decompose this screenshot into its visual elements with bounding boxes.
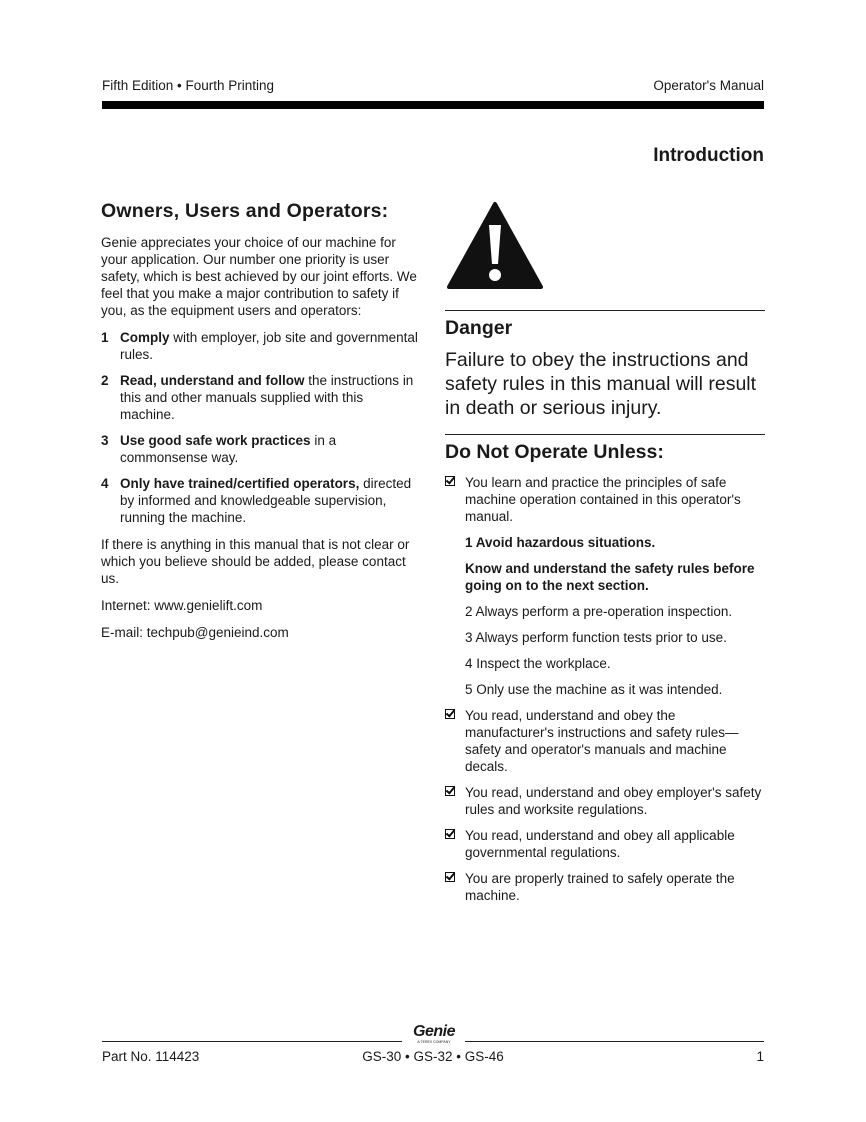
checkbox-checked-icon (445, 709, 455, 719)
intro-paragraph: Genie appreciates your choice of our machine for your application. Our number one priority is user safety, which is best achieved by our joint efforts. We feel that you make a major contribution to safety if you, as the equipment users and operators: (101, 235, 417, 318)
checklist-item: You are properly trained to safely operate the machine. (445, 870, 765, 904)
checklist-item: You read, understand and obey the manufacturer's instructions and safety rules—safety and operator's manuals and machine decals. (445, 707, 765, 775)
checkbox-checked-icon (445, 786, 455, 796)
right-column (445, 200, 765, 913)
footer-rule-left (102, 1041, 402, 1042)
section-title: Introduction (653, 145, 764, 166)
operator-duties-list (101, 329, 419, 526)
header-manual-title: Operator's Manual (653, 78, 764, 93)
checklist-item: You learn and practice the principles of safe machine operation contained in this operator's manual. (445, 474, 765, 525)
divider (445, 434, 765, 435)
checkbox-checked-icon (445, 829, 455, 839)
sub-item: Know and understand the safety rules before going on to the next section. (465, 561, 755, 593)
header-rule (102, 101, 764, 109)
checkbox-checked-icon (445, 476, 455, 486)
left-column (101, 200, 419, 651)
do-not-operate-heading: Do Not Operate Unless: (445, 441, 664, 463)
danger-text: Failure to obey the instructions and safety rules in this manual will result in death or serious injury. (445, 349, 757, 419)
sub-item: 3 Always perform function tests prior to use. (465, 630, 727, 645)
footer-models: GS-30 • GS-32 • GS-46 (362, 1049, 504, 1064)
sub-item: 1 Avoid hazardous situations. (465, 535, 656, 550)
footer-rule-right (465, 1041, 764, 1042)
email-link[interactable]: E-mail: techpub@genieind.com (101, 625, 289, 640)
list-item: 4 Only have trained/certified operators, directed by informed and knowledgeable supervision, running the machine. (101, 476, 412, 525)
divider (445, 310, 765, 311)
checkbox-checked-icon (445, 872, 455, 882)
danger-heading: Danger (445, 317, 513, 339)
header-edition: Fifth Edition • Fourth Printing (102, 78, 275, 93)
footer-part-number: Part No. 114423 (102, 1049, 200, 1064)
contact-note: If there is anything in this manual that is not clear or which you believe should be added, please contact us. (101, 537, 410, 586)
sub-item: 4 Inspect the workplace. (465, 656, 611, 671)
sub-item: 5 Only use the machine as it was intended. (465, 682, 723, 697)
genie-logo: Genie A TEREX COMPANY (413, 1023, 455, 1044)
sub-item: 2 Always perform a pre-operation inspection. (465, 604, 733, 619)
owners-heading: Owners, Users and Operators: (101, 200, 389, 222)
list-item: 1 Comply with employer, job site and governmental rules. (101, 330, 418, 362)
internet-link[interactable]: Internet: www.genielift.com (101, 598, 263, 613)
checklist-item: You read, understand and obey employer's safety rules and worksite regulations. (445, 784, 765, 818)
list-item: 2 Read, understand and follow the instructions in this and other manuals supplied with this machine. (101, 373, 414, 422)
warning-triangle-icon (446, 200, 544, 290)
checklist-item: You read, understand and obey all applicable governmental regulations. (445, 827, 765, 861)
footer-page-number: 1 (756, 1049, 764, 1064)
list-item: 3 Use good safe work practices in a commonsense way. (101, 433, 337, 465)
